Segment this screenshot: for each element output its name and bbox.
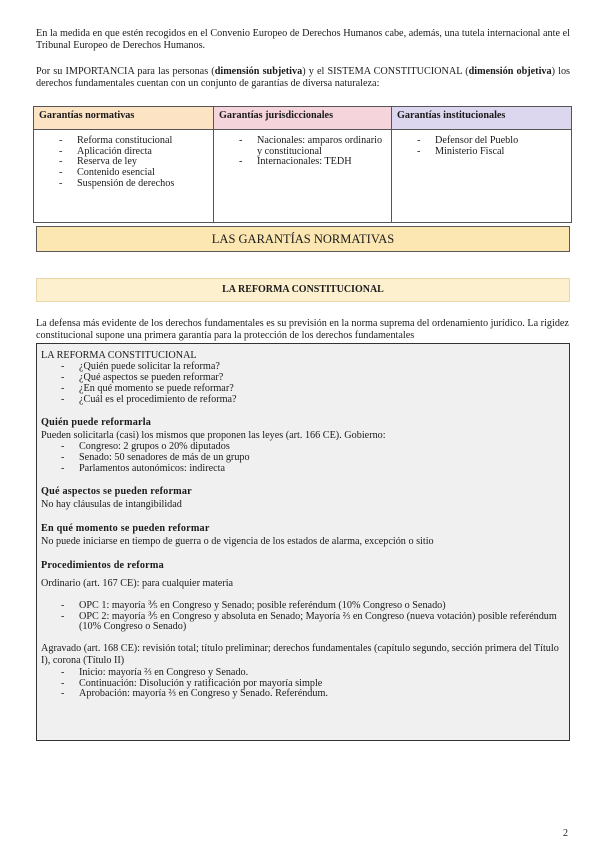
list-item: - OPC 2: mayoría ⅗ en Congreso y absoluta en Senado; Mayoría ⅔ en Congreso (nueva votación) posible referéndum (10% Congreso o Senado) <box>41 612 565 633</box>
cell-jurisdictional <box>214 130 392 223</box>
list-item: - OPC 1: mayoría ⅗ en Congreso y Senado; posible referéndum (10% Congreso o Senado) <box>41 601 565 612</box>
list-item: - Suspensión de derechos <box>39 179 208 190</box>
what-text: No hay cláusulas de intangibilidad <box>41 498 182 510</box>
who-text: Pueden solicitarla (casi) los mismos que proponen las leyes (art. 166 CE). Gobierno: <box>41 429 386 441</box>
header-normative: Garantías normativas <box>34 107 214 130</box>
ordinary-text: Ordinario (art. 167 CE): para cualquier materia <box>41 578 234 590</box>
list-item: - Reforma constitucional <box>39 136 208 147</box>
header-jurisdictional: Garantías jurisdiccionales <box>214 107 392 130</box>
list-item: - ¿Qué aspectos se pueden reformar? <box>41 373 565 384</box>
cell-normative <box>34 130 214 223</box>
reform-summary-box <box>36 343 570 741</box>
when-heading: En qué momento se pueden reformar <box>41 523 210 535</box>
when-text: No puede iniciarse en tiempo de guerra o de vigencia de los estados de alarma, excepción o sitio <box>41 535 434 547</box>
list-item: - ¿Quién puede solicitar la reforma? <box>41 362 565 373</box>
what-heading: Qué aspectos se pueden reformar <box>41 486 192 498</box>
cell-institutional <box>392 130 572 223</box>
list-item: - ¿Cuál es el procedimiento de reforma? <box>41 395 565 406</box>
intro-paragraph-1: En la medida en que estén recogidos en el Convenio Europeo de Derechos Humanos cabe, además, una tutela internacional ante el Tribunal Europeo de Derechos Humanos. <box>36 28 570 52</box>
list-item: - Inicio: mayoría ⅔ en Congreso y Senado. <box>41 668 565 679</box>
subsection-banner-reform: LA REFORMA CONSTITUCIONAL <box>36 278 570 302</box>
list-item: - Nacionales: amparos ordinario y constitucional <box>219 136 386 157</box>
intro-paragraph-2: Por su IMPORTANCIA para las personas (dimensión subjetiva) y el SISTEMA CONSTITUCIONAL (dimensión objetiva) los derechos fundamentales cuentan con un conjunto de garantías de diversa naturaleza: <box>36 66 571 90</box>
box-title: LA REFORMA CONSTITUCIONAL <box>41 350 197 361</box>
list-item: - Congreso: 2 grupos o 20% diputados <box>41 442 565 453</box>
list-item: - Aplicación directa <box>39 147 208 158</box>
list-item: - Internacionales: TEDH <box>219 157 386 168</box>
page-number: 2 <box>563 828 568 839</box>
list-item: - Senado: 50 senadores de más de un grupo <box>41 453 565 464</box>
list-item: - Parlamentos autonómicos: indirecta <box>41 464 565 475</box>
who-heading: Quién puede reformarla <box>41 417 152 429</box>
section-banner-normative: LAS GARANTÍAS NORMATIVAS <box>36 226 570 252</box>
list-item: - ¿En qué momento se puede reformar? <box>41 384 565 395</box>
list-item: - Ministerio Fiscal <box>397 147 566 158</box>
procedure-heading: Procedimientos de reforma <box>41 559 164 571</box>
list-item: - Contenido esencial <box>39 168 208 179</box>
header-institutional: Garantías institucionales <box>392 107 572 130</box>
list-item: - Defensor del Pueblo <box>397 136 566 147</box>
list-item: - Aprobación: mayoría ⅔ en Congreso y Senado. Referéndum. <box>41 689 565 700</box>
reform-intro-paragraph: La defensa más evidente de los derechos fundamentales es su previsión en la norma suprema del ordenamiento jurídico. La rigidez constitucional supone una primera garantía para la protección de los derechos fundamentales <box>36 318 569 342</box>
aggravated-text: Agravado (art. 168 CE): revisión total; título preliminar; derechos fundamentales (capítulo segundo, sección primera del Título I), corona (Título II) <box>41 642 559 667</box>
guarantees-table <box>33 106 572 223</box>
list-item: - Continuación: Disolución y ratificación por mayoría simple <box>41 679 565 690</box>
list-item: - Reserva de ley <box>39 157 208 168</box>
